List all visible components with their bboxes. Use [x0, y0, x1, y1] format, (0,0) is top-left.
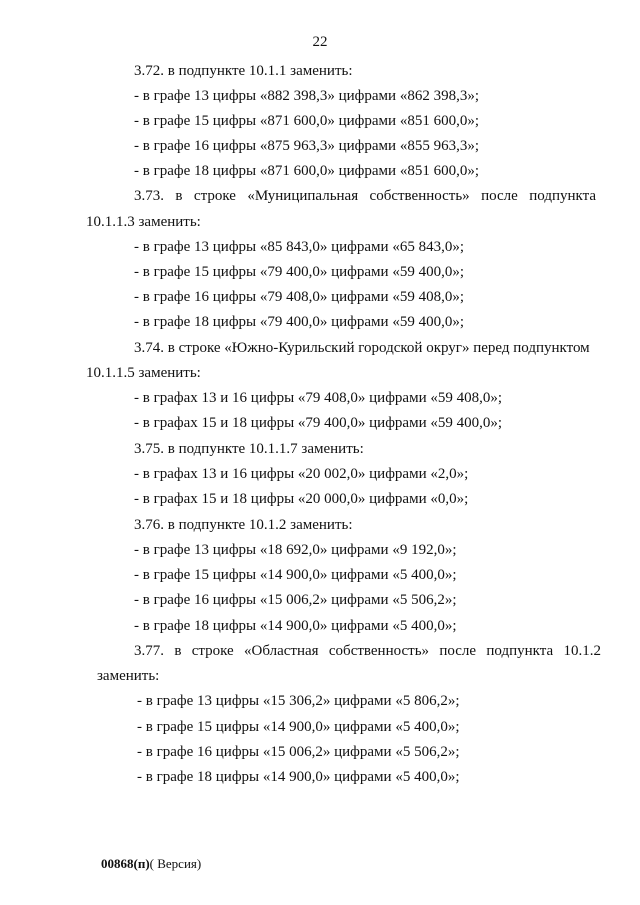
list-item: - в графе 16 цифры «15 006,2» цифрами «5 506,2»; — [134, 592, 457, 608]
list-item: - в графе 16 цифры «79 408,0» цифрами «59 408,0»; — [134, 289, 464, 305]
list-item: - в графах 13 и 16 цифры «20 002,0» цифрами «2,0»; — [134, 466, 469, 482]
list-item: - в графе 18 цифры «14 900,0» цифрами «5 400,0»; — [137, 769, 460, 785]
clause-3-73: 3.73. в строке «Муниципальная собственность» после подпункта — [134, 188, 596, 204]
list-item: - в графе 13 цифры «85 843,0» цифрами «65 843,0»; — [134, 239, 464, 255]
list-item: - в графе 16 цифры «875 963,3» цифрами «855 963,3»; — [134, 138, 479, 154]
list-item: - в графе 18 цифры «14 900,0» цифрами «5 400,0»; — [134, 618, 457, 634]
document-version: ( Версия) — [149, 856, 202, 871]
list-item: - в графах 15 и 18 цифры «20 000,0» цифрами «0,0»; — [134, 491, 469, 507]
clause-3-77-continuation: заменить: — [97, 668, 160, 684]
list-item: - в графе 16 цифры «15 006,2» цифрами «5 506,2»; — [137, 744, 460, 760]
list-item: - в графах 15 и 18 цифры «79 400,0» цифрами «59 400,0»; — [134, 415, 503, 431]
list-item: - в графе 18 цифры «871 600,0» цифрами «851 600,0»; — [134, 163, 479, 179]
list-item: - в графе 18 цифры «79 400,0» цифрами «59 400,0»; — [134, 314, 464, 330]
list-item: - в графе 13 цифры «882 398,3» цифрами «862 398,3»; — [134, 88, 479, 104]
document-footer — [101, 856, 201, 872]
clause-3-74: 3.74. в строке «Южно-Курильский городской округ» перед подпунктом — [134, 340, 590, 356]
document-code: 00868(п) — [101, 856, 150, 871]
list-item: - в графах 13 и 16 цифры «79 408,0» цифрами «59 408,0»; — [134, 390, 503, 406]
clause-3-75: 3.75. в подпункте 10.1.1.7 заменить: — [134, 441, 364, 457]
list-item: - в графе 13 цифры «18 692,0» цифрами «9 192,0»; — [134, 542, 457, 558]
clause-3-76: 3.76. в подпункте 10.1.2 заменить: — [134, 517, 353, 533]
clause-3-74-continuation: 10.1.1.5 заменить: — [86, 365, 201, 381]
clause-3-73-continuation: 10.1.1.3 заменить: — [86, 214, 201, 230]
list-item: - в графе 15 цифры «79 400,0» цифрами «59 400,0»; — [134, 264, 464, 280]
list-item: - в графе 15 цифры «14 900,0» цифрами «5 400,0»; — [134, 567, 457, 583]
list-item: - в графе 15 цифры «871 600,0» цифрами «851 600,0»; — [134, 113, 479, 129]
list-item: - в графе 13 цифры «15 306,2» цифрами «5 806,2»; — [137, 693, 460, 709]
page-number: 22 — [312, 34, 328, 50]
clause-3-72: 3.72. в подпункте 10.1.1 заменить: — [134, 63, 353, 79]
clause-3-77: 3.77. в строке «Областная собственность» после подпункта 10.1.2 — [134, 643, 601, 659]
list-item: - в графе 15 цифры «14 900,0» цифрами «5 400,0»; — [137, 719, 460, 735]
